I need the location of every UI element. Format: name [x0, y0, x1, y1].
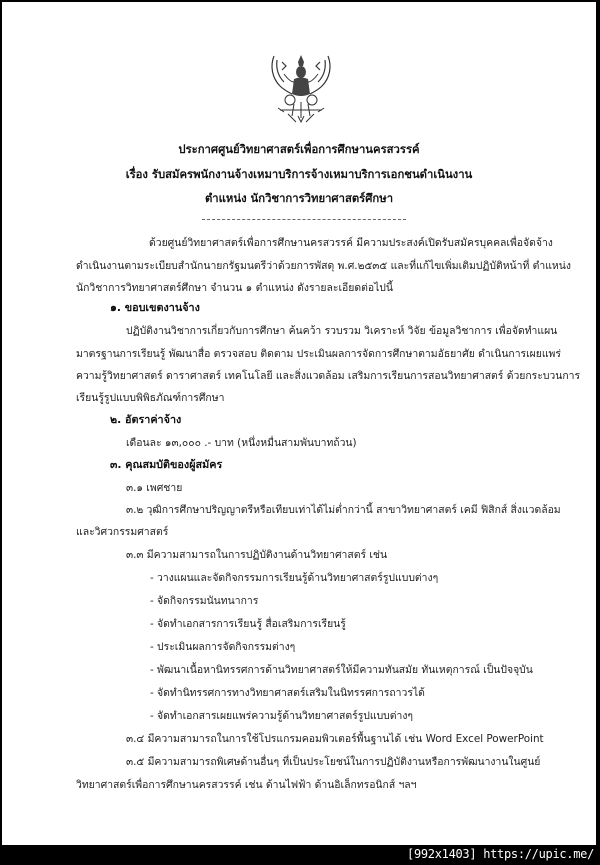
section-heading-scope: ๑. ขอบเขตงานจ้าง [110, 301, 200, 314]
qualification-bullet: - วางแผนและจัดกิจกรรมการเรียนรู้ด้านวิทยาศาสตร์รูปแบบต่างๆ [150, 572, 439, 584]
qualification-bullet: - จัดทำเอกสารเผยแพร่ความรู้ด้านวิทยาศาสตร์รูปแบบต่างๆ [150, 710, 414, 722]
scope-line: มาตรฐานการเรียนรู้ พัฒนาสื่อ ตรวจสอบ ติดตาม ประเมินผลการจัดการศึกษาตามอัธยาศัย ดำเนินการเผยแพร่ [76, 348, 561, 360]
wage-line: เดือนละ ๑๓,๐๐๐ .- บาท (หนึ่งหมื่นสามพันบาทถ้วน) [126, 437, 357, 449]
garuda-emblem-icon [268, 52, 334, 124]
qualification-item: ๓.๓ มีความสามารถในการปฏิบัติงานด้านวิทยาศาสตร์ เช่น [126, 549, 388, 561]
announcement-title: ประกาศศูนย์วิทยาศาสตร์เพื่อการศึกษานครสวรรค์ [178, 143, 420, 156]
intro-line: ดำเนินงานตามระเบียบสำนักนายกรัฐมนตรีว่าด้วยการพัสดุ พ.ศ.๒๕๓๕ และที่แก้ไขเพิ่มเติมปฏิบัติหน้าที่ ตำแหน่ง [76, 260, 571, 272]
scope-line: เรียนรู้รูปแบบพิพิธภัณฑ์การศึกษา [76, 392, 225, 404]
qualification-item: ๓.๑ เพศชาย [126, 482, 183, 494]
announcement-subject: เรื่อง รับสมัครพนักงานจ้างเหมาบริการจ้างเหมาบริการเอกชนดำเนินงาน [125, 168, 473, 181]
image-host-footer [0, 845, 600, 865]
section-heading-qualifications: ๓. คุณสมบัติของผู้สมัคร [110, 458, 223, 471]
scope-line: ปฏิบัติงานวิชาการเกี่ยวกับการศึกษา ค้นคว้า รวบรวม วิเคราะห์ วิจัย ข้อมูลวิชาการ เพื่อจัดทำแผน [126, 325, 558, 337]
qualification-bullet: - จัดกิจกรรมนันทนาการ [150, 595, 259, 607]
intro-line: นักวิชาการวิทยาศาสตร์ศึกษา จำนวน ๑ ตำแหน่ง ดังรายละเอียดต่อไปนี้ [76, 282, 393, 294]
qualification-bullet: - จัดทำเอกสารการเรียนรู้ สื่อเสริมการเรียนรู้ [150, 618, 346, 630]
qualification-item: ๓.๒ วุฒิการศึกษาปริญญาตรีหรือเทียบเท่าได้ไม่ต่ำกว่านี้ สาขาวิทยาศาสตร์ เคมี ฟิสิกส์ สิ่งแวดล้อม [126, 504, 561, 516]
intro-line: ด้วยศูนย์วิทยาศาสตร์เพื่อการศึกษานครสวรรค์ มีความประสงค์เปิดรับสมัครบุคคลเพื่อจัดจ้าง [149, 237, 553, 249]
announcement-position: ตำแหน่ง นักวิชาการวิทยาศาสตร์ศึกษา [204, 192, 394, 205]
qualification-bullet: - พัฒนาเนื้อหานิทรรศการด้านวิทยาศาสตร์ให้มีความทันสมัย ทันเหตุการณ์ เป็นปัจจุบัน [150, 664, 533, 676]
qualification-bullet: - ประเมินผลการจัดกิจกรรมต่างๆ [150, 641, 296, 653]
title-divider [202, 219, 406, 220]
document-page [2, 2, 596, 845]
image-host-watermark: [992x1403] https://upic.me/ [407, 847, 594, 861]
qualification-item-cont: วิทยาศาสตร์เพื่อการศึกษานครสวรรค์ เช่น ด้านไฟฟ้า ด้านอิเล็กทรอนิกส์ ฯลฯ [76, 779, 417, 791]
qualification-bullet: - จัดทำนิทรรศการทางวิทยาศาสตร์เสริมในนิทรรศการถาวรได้ [150, 687, 425, 699]
qualification-item: ๓.๕ มีความสามารถพิเศษด้านอื่นๆ ที่เป็นประโยชน์ในการปฏิบัติงานหรือการพัฒนางานในศูนย์ [126, 756, 541, 768]
scope-line: ความรู้วิทยาศาสตร์ ดาราศาสตร์ เทคโนโลยี และสิ่งแวดล้อม เสริมการเรียนการสอนวิทยาศาสตร์ ด้วยกระบวนการ [76, 370, 581, 382]
section-heading-wage: ๒. อัตราค่าจ้าง [110, 413, 182, 426]
qualification-item: ๓.๔ มีความสามารถในการใช้โปรแกรมคอมพิวเตอร์พื้นฐานได้ เช่น Word Excel PowerPoint [126, 733, 544, 745]
qualification-item-cont: และวิศวกรรมศาสตร์ [76, 526, 169, 538]
